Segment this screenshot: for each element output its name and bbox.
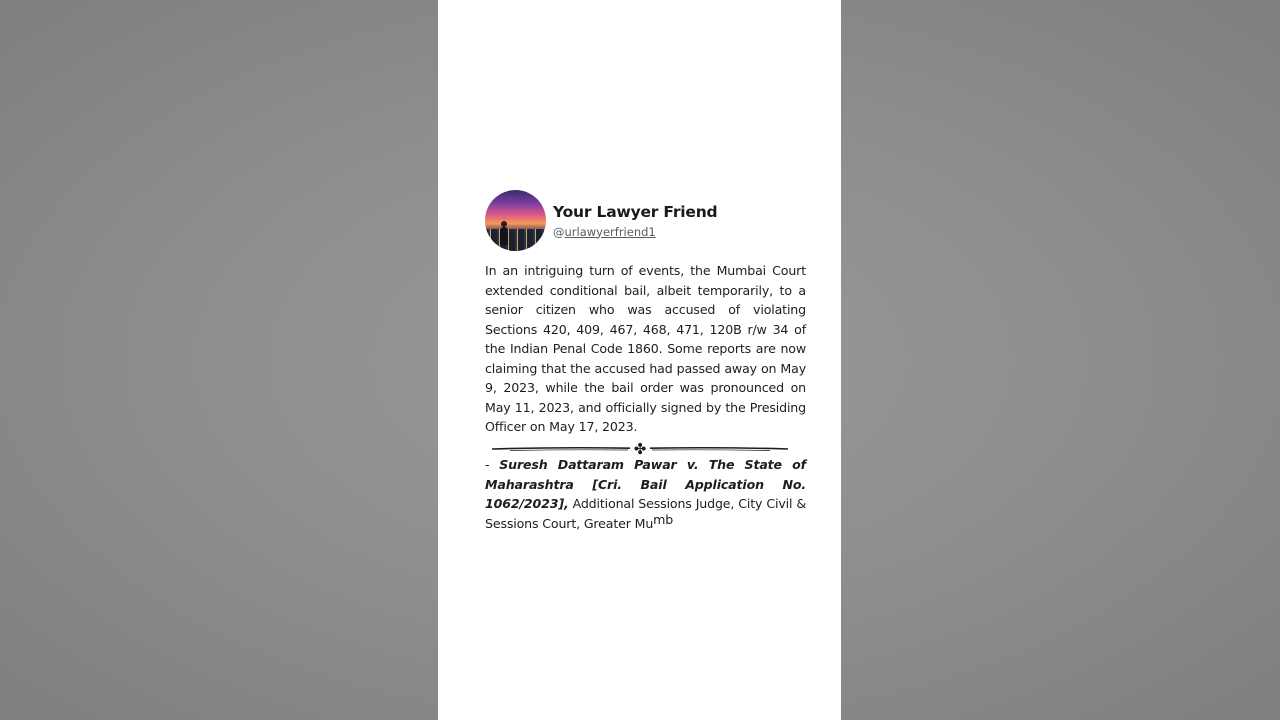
avatar-city-skyline xyxy=(485,229,546,251)
case-title: Suresh Dattaram Pawar v. The State of Maharashtra [Cri. Bail Application No. 1062/2023], xyxy=(485,457,806,511)
post-text: In an intriguing turn of events, the Mumbai Court extended conditional bail, albeit temporarily, to a senior citizen who was accused of violating Sections 420, 409, 467, 468, 471, 120B r/w 34 of the Indian Penal Code 1860. Some reports are now claiming that the accused had passed away on May 9, 2023, while the bail order was pronounced on May 11, 2023, and officially signed by the Presiding Officer on May 17, 2023. xyxy=(485,263,806,434)
court-name: Additional Sessions Judge, City Civil & Sessions Court, Greater Mu xyxy=(485,496,806,531)
divider-left-line xyxy=(492,448,630,449)
handle-prefix: @ xyxy=(553,224,565,239)
post-card xyxy=(438,0,841,720)
citation-dash: - xyxy=(485,457,500,472)
divider-right-line-thin xyxy=(652,450,770,451)
author-name[interactable]: Your Lawyer Friend xyxy=(553,202,718,221)
author-handle[interactable] xyxy=(553,224,717,240)
profile-names xyxy=(553,202,717,240)
court-name-tail: mb xyxy=(653,511,674,527)
divider-left-line-thin xyxy=(510,450,628,451)
handle-link[interactable]: urlawyerfriend1 xyxy=(564,224,656,239)
avatar[interactable] xyxy=(485,190,546,251)
ornamental-flourish-icon: ✤ xyxy=(633,441,647,457)
case-citation xyxy=(485,455,806,533)
profile-header xyxy=(485,190,717,251)
avatar-person-figure xyxy=(500,227,508,245)
divider-right-line xyxy=(650,448,788,449)
